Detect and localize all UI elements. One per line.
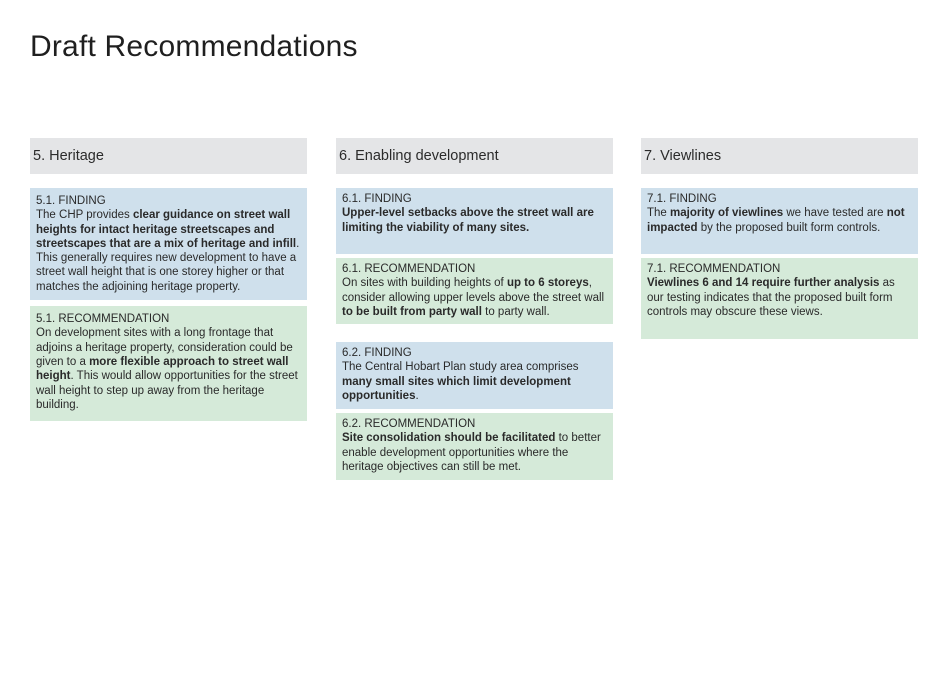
emphasis-text: to be built from party wall [342,305,482,318]
recommendation-card-5-1 [30,306,307,421]
column-header-heritage: 5. Heritage [30,138,307,174]
card-text [647,206,912,235]
card-text [36,208,301,294]
card-text [647,276,912,319]
emphasis-text: clear guidance on street wall heights for intact heritage streetscapes and streetscapes that are a mix of heritage and infill [36,209,297,250]
body-text: On sites with building heights of [342,277,507,290]
body-text: as our testing indicates that the proposed built form controls may obscure these views. [647,277,895,318]
finding-card-7-1 [641,188,918,254]
card-label: 6.1. FINDING [342,193,412,205]
emphasis-text: not impacted [647,207,905,234]
emphasis-text: Site consolidation should be facilitated [342,432,556,445]
card-text [342,206,607,235]
card-text [36,326,301,412]
body-text: . This generally requires new development to have a street wall height that is one storey higher or that matches the adjoining heritage property. [36,237,300,293]
emphasis-text: Upper-level setbacks above the street wall are limiting the viability of many sites. [342,207,594,234]
body-text: to better enable development opportunities where the heritage objectives can still be met. [342,432,601,473]
card-text [342,276,607,319]
finding-card-6-1 [336,188,613,254]
card-label: 5.1. FINDING [36,195,106,207]
finding-card-6-2 [336,342,613,409]
body-text: to party wall. [481,305,550,318]
column-header-viewlines: 7. Viewlines [641,138,918,174]
card-label: 6.1. RECOMMENDATION [342,263,476,275]
card-text [342,431,607,474]
column-heritage [30,138,307,421]
emphasis-text: majority of viewlines [670,207,784,220]
emphasis-text: more flexible approach to street wall height [36,355,289,383]
body-text: On development sites with a long frontage that adjoins a heritage property, consideration could be given to a [36,327,293,368]
column-enabling-development [336,138,613,480]
card-label: 6.2. FINDING [342,347,412,359]
recommendation-card-6-2 [336,413,613,480]
body-text: The CHP provides [36,209,133,222]
recommendation-card-7-1 [641,258,918,339]
page-title: Draft Recommendations [30,30,358,63]
emphasis-text: up to 6 storeys [506,277,589,290]
card-label: 7.1. RECOMMENDATION [647,263,781,275]
body-text: we have tested are [783,207,887,220]
card-label: 5.1. RECOMMENDATION [36,313,170,326]
body-text: , consider allowing upper levels above the street wall [342,277,605,304]
body-text: The Central Hobart Plan study area comprises [342,361,579,374]
card-label: 6.2. RECOMMENDATION [342,418,476,430]
body-text: by the proposed built form controls. [697,221,881,234]
body-text: The [647,207,671,220]
column-header-enabling-development: 6. Enabling development [336,138,613,174]
emphasis-text: Viewlines 6 and 14 require further analysis [647,277,880,290]
body-text: . [415,389,419,402]
card-text [342,360,607,403]
column-viewlines [641,138,918,339]
finding-card-5-1 [30,188,307,300]
emphasis-text: many small sites which limit development opportunities [342,375,571,402]
recommendation-card-6-1 [336,258,613,324]
body-text: . This would allow opportunities for the street wall height to step up away from the heritage building. [36,370,298,411]
card-label: 7.1. FINDING [647,193,717,205]
